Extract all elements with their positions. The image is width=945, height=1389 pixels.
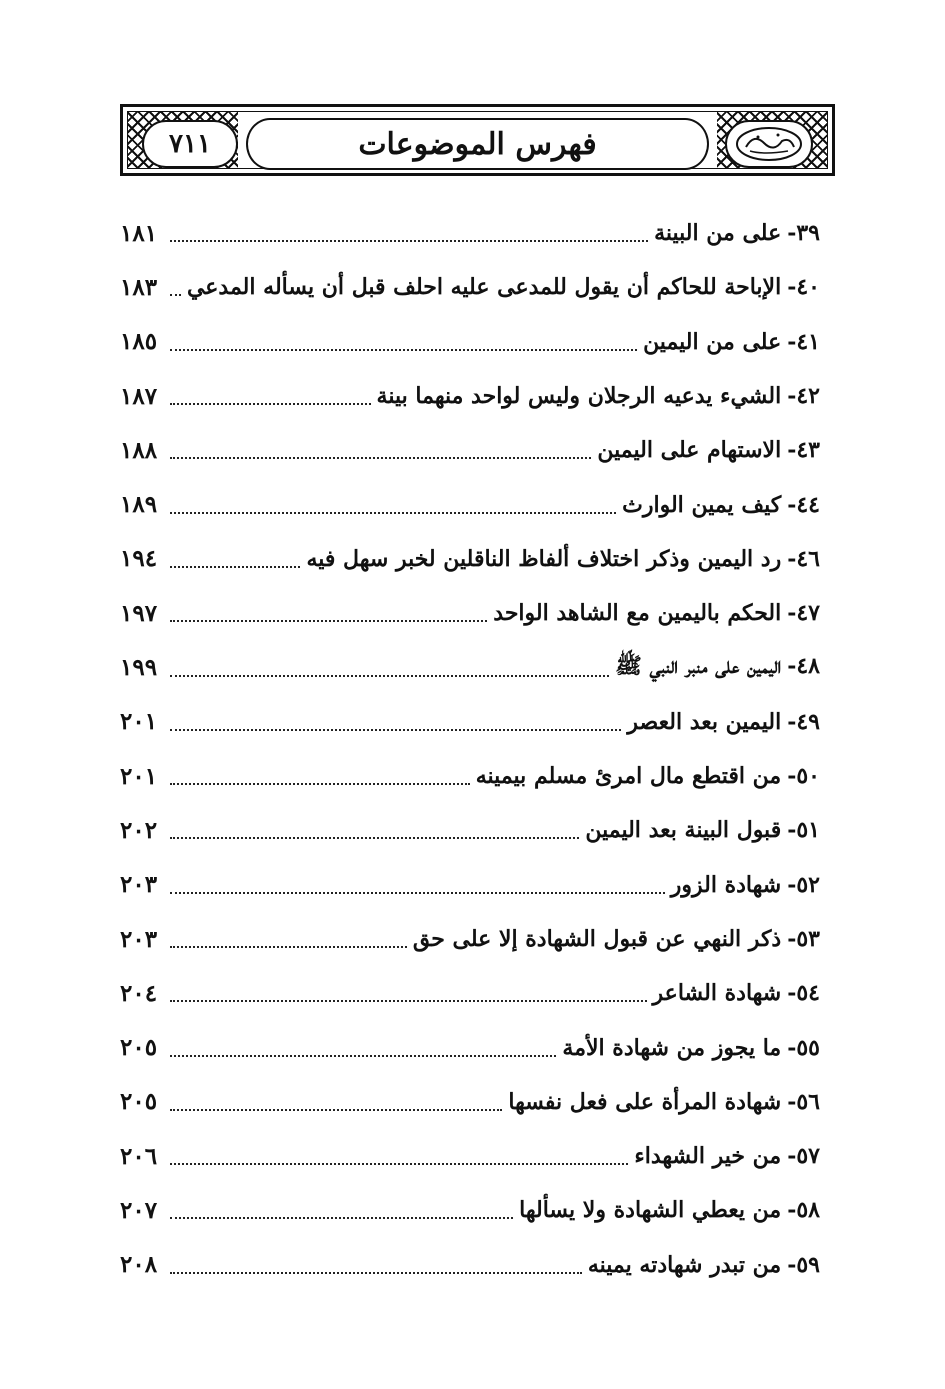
entry-text xyxy=(588,1252,820,1278)
entry-number: ٥٠- xyxy=(787,763,820,790)
entry-page-number: ١٩٧ xyxy=(120,599,158,627)
toc-entry xyxy=(120,912,820,966)
entry-text xyxy=(585,817,820,843)
toc-entry xyxy=(120,477,820,531)
entry-page-number: ٢٠٦ xyxy=(120,1142,158,1170)
entry-title: شهادة الزور xyxy=(670,871,782,898)
page-header xyxy=(120,104,835,176)
dot-leader xyxy=(170,457,591,459)
entry-text xyxy=(413,926,820,952)
toc-entry xyxy=(120,206,820,260)
dot-leader xyxy=(170,1217,513,1219)
toc-entry xyxy=(120,423,820,477)
entry-title: من تبدر شهادته يمينه xyxy=(587,1251,782,1278)
dot-leader xyxy=(170,729,621,731)
calligraphy-seal-icon xyxy=(734,125,804,163)
entry-page-number: ١٩٤ xyxy=(120,545,158,573)
entry-number: ٥٧- xyxy=(787,1143,820,1170)
entry-number: ٤٠- xyxy=(787,274,820,301)
entry-text xyxy=(627,709,820,735)
toc-entry xyxy=(120,1238,820,1292)
entry-title: من اقتطع مال امرئ مسلم بيمينه xyxy=(475,763,782,790)
entry-title: اليمين بعد العصر xyxy=(627,708,782,735)
entry-title: من يعطي الشهادة ولا يسألها xyxy=(519,1197,782,1224)
toc-entry xyxy=(120,532,820,586)
entry-page-number: ١٨٩ xyxy=(120,491,158,519)
entry-number: ٤٧- xyxy=(787,600,820,627)
entry-number: ٥٨- xyxy=(787,1197,820,1224)
toc-entry xyxy=(120,260,820,314)
entry-text xyxy=(615,652,820,684)
entry-title: كيف يمين الوارث xyxy=(622,491,782,518)
entry-page-number: ٢٠١ xyxy=(120,708,158,736)
entry-number: ٥٦- xyxy=(787,1088,820,1115)
entry-page-number: ١٨٥ xyxy=(120,328,158,356)
entry-title: شهادة المرأة على فعل نفسها xyxy=(508,1088,782,1115)
entry-number: ٤٣- xyxy=(787,437,820,464)
logo-medallion xyxy=(725,120,813,168)
entry-text xyxy=(643,329,820,355)
dot-leader xyxy=(170,620,487,622)
entry-text xyxy=(597,437,820,463)
entry-page-number: ١٨٨ xyxy=(120,436,158,464)
entry-text xyxy=(306,546,820,572)
entry-number: ٥٥- xyxy=(787,1034,820,1061)
dot-leader xyxy=(170,240,648,242)
entry-number: ٥٢- xyxy=(787,871,820,898)
toc-entry xyxy=(120,1075,820,1129)
page-number: ٧١١ xyxy=(169,129,211,159)
entry-title: قبول البينة بعد اليمين xyxy=(585,817,782,844)
entry-page-number: ٢٠٥ xyxy=(120,1034,158,1062)
dot-leader xyxy=(170,675,609,677)
entry-number: ٤٦- xyxy=(787,545,820,572)
toc-entry xyxy=(120,315,820,369)
entry-title: اليمين على منبر النبي ﷺ xyxy=(615,652,782,679)
entry-number: ٥٣- xyxy=(787,926,820,952)
dot-leader xyxy=(170,512,616,514)
toc-entry xyxy=(120,858,820,912)
entry-text xyxy=(476,763,820,789)
entry-number: ٥٩- xyxy=(787,1251,820,1278)
entry-text xyxy=(671,872,820,898)
entry-text xyxy=(519,1197,820,1223)
entry-title: الإباحة للحاكم أن يقول للمدعى عليه احلف قبل أن يسأله المدعي xyxy=(186,274,782,301)
entry-page-number: ٢٠٣ xyxy=(120,925,158,953)
dot-leader xyxy=(170,349,637,351)
dot-leader xyxy=(170,403,371,405)
entry-title: الحكم باليمين مع الشاهد الواحد xyxy=(493,600,782,627)
toc-entry xyxy=(120,803,820,857)
entry-text xyxy=(634,1143,820,1169)
entry-text xyxy=(654,220,820,246)
toc-entry xyxy=(120,695,820,749)
header-frame xyxy=(127,111,828,169)
dot-leader xyxy=(170,1109,502,1111)
entry-title: رد اليمين وذكر اختلاف ألفاظ الناقلين لخبر سهل فيه xyxy=(306,545,782,572)
dot-leader xyxy=(170,1000,647,1002)
entry-page-number: ٢٠٧ xyxy=(120,1196,158,1224)
entry-number: ٤٤- xyxy=(787,491,820,518)
entry-text xyxy=(508,1089,820,1115)
entry-page-number: ١٩٩ xyxy=(120,654,158,682)
entry-page-number: ١٨٧ xyxy=(120,382,158,410)
entry-title: على من البينة xyxy=(654,220,782,247)
entry-number: ٤١- xyxy=(787,328,820,355)
header-title-cartouche xyxy=(246,118,709,170)
entry-title: ذكر النهي عن قبول الشهادة إلا على حق xyxy=(412,926,782,952)
entry-title: الشيء يدعيه الرجلان وليس لواحد منهما بينة xyxy=(376,383,782,410)
entry-number: ٤٢- xyxy=(787,383,820,410)
dot-leader xyxy=(170,1163,628,1165)
entry-text xyxy=(493,600,820,626)
dot-leader xyxy=(170,837,579,839)
entry-page-number: ١٨٣ xyxy=(120,273,158,301)
entry-page-number: ٢٠٢ xyxy=(120,816,158,844)
dot-leader xyxy=(170,946,407,948)
entry-page-number: ٢٠٥ xyxy=(120,1088,158,1116)
entry-title: شهادة الشاعر xyxy=(652,980,782,1007)
entry-title: من خير الشهداء xyxy=(634,1143,782,1170)
entry-title: ما يجوز من شهادة الأمة xyxy=(562,1034,782,1061)
entry-number: ٥١- xyxy=(787,817,820,844)
entry-page-number: ١٨١ xyxy=(120,219,158,247)
toc-entry xyxy=(120,1183,820,1237)
entry-text xyxy=(622,492,820,518)
dot-leader xyxy=(170,294,181,296)
toc-entry xyxy=(120,586,820,640)
entry-page-number: ٢٠٨ xyxy=(120,1251,158,1279)
entry-title: الاستهام على اليمين xyxy=(597,437,782,464)
dot-leader xyxy=(170,892,665,894)
entry-page-number: ٢٠٤ xyxy=(120,979,158,1007)
entry-text xyxy=(187,274,820,300)
entry-text xyxy=(653,980,820,1006)
entry-number: ٣٩- xyxy=(787,220,820,247)
page-number-medallion xyxy=(142,120,238,168)
dot-leader xyxy=(170,1055,556,1057)
toc-entry xyxy=(120,369,820,423)
entry-number: ٤٨- xyxy=(787,652,820,679)
entry-page-number: ٢٠٣ xyxy=(120,871,158,899)
dot-leader xyxy=(170,1272,582,1274)
entry-text xyxy=(377,383,820,409)
entry-text xyxy=(562,1035,820,1061)
toc-entry xyxy=(120,1129,820,1183)
entry-number: ٤٩- xyxy=(787,708,820,735)
entry-number: ٥٤- xyxy=(787,980,820,1007)
dot-leader xyxy=(170,566,300,568)
dot-leader xyxy=(170,783,470,785)
entry-title: على من اليمين xyxy=(643,328,782,355)
toc-entry xyxy=(120,749,820,803)
header-title: فهرس الموضوعات xyxy=(358,126,597,162)
toc-entry xyxy=(120,966,820,1020)
toc-entry xyxy=(120,640,820,694)
toc-entry xyxy=(120,1020,820,1074)
table-of-contents xyxy=(120,206,820,1292)
entry-page-number: ٢٠١ xyxy=(120,762,158,790)
